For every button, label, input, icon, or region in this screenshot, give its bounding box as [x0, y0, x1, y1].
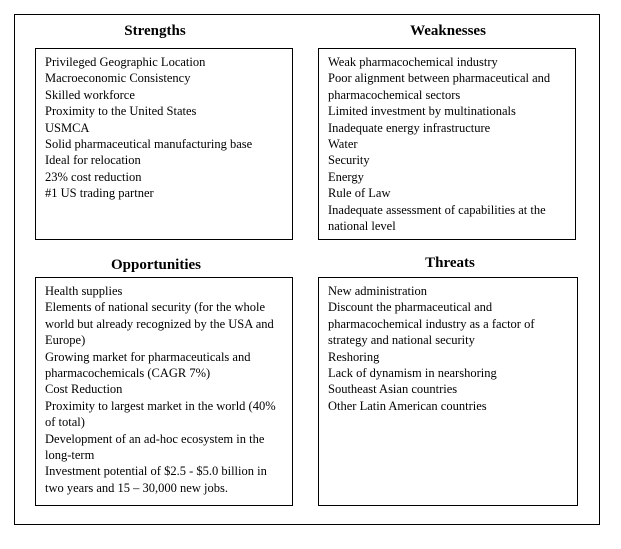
- strengths-box: [35, 48, 293, 240]
- opportunities-item: Health supplies: [45, 284, 123, 298]
- strengths-item: 23% cost reduction: [45, 169, 142, 184]
- threats-item: Discount the pharmaceutical and pharmacochemical industry as a factor of strategy and national security: [328, 300, 535, 348]
- threats-item: Other Latin American countries: [328, 398, 487, 413]
- strengths-item: Privileged Geographic Location: [45, 55, 206, 69]
- opportunities-item: Cost Reduction: [45, 382, 123, 397]
- strengths-heading: Strengths: [124, 23, 186, 39]
- opportunities-item: Proximity to largest market in the world (40% of total): [45, 398, 276, 430]
- opportunities-item: Development of an ad-hoc ecosystem in the long-term: [45, 431, 265, 463]
- opportunities-heading: Opportunities: [110, 257, 201, 273]
- weaknesses-item: Rule of Law: [328, 186, 391, 201]
- strengths-item: Solid pharmaceutical manufacturing base: [45, 137, 253, 152]
- strengths-item: #1 US trading partner: [45, 186, 154, 201]
- weaknesses-item: Inadequate assessment of capabilities at the national level: [328, 202, 546, 234]
- opportunities-item: Growing market for pharmaceuticals and pharmacochemicals (CAGR 7%): [45, 349, 251, 381]
- strengths-item: Macroeconomic Consistency: [45, 71, 191, 86]
- opportunities-list: [45, 283, 286, 496]
- weaknesses-item: Energy: [328, 169, 364, 184]
- threats-item: Reshoring: [328, 349, 380, 364]
- threats-item: Southeast Asian countries: [328, 382, 458, 397]
- threats-item: Lack of dynamism in nearshoring: [328, 366, 497, 381]
- weaknesses-box: [318, 48, 576, 240]
- weaknesses-list: [328, 54, 569, 234]
- opportunities-item: Investment potential of $2.5 - $5.0 billion in two years and 15 – 30,000 new jobs.: [45, 464, 267, 495]
- weaknesses-heading: Weaknesses: [410, 23, 486, 39]
- opportunities-item: Elements of national security (for the whole world but already recognized by the USA and Europe): [45, 300, 274, 348]
- weaknesses-item: Poor alignment between pharmaceutical and pharmacochemical sectors: [328, 71, 551, 102]
- threats-item: New administration: [328, 284, 427, 298]
- strengths-item: USMCA: [45, 120, 90, 135]
- weaknesses-item: Inadequate energy infrastructure: [328, 120, 491, 135]
- threats-heading: Threats: [425, 255, 475, 271]
- weaknesses-item: Limited investment by multinationals: [328, 104, 516, 119]
- strengths-item: Ideal for relocation: [45, 153, 141, 168]
- opportunities-box: [35, 277, 293, 506]
- threats-list: [328, 283, 571, 414]
- weaknesses-item: Security: [328, 153, 370, 168]
- strengths-item: Skilled workforce: [45, 87, 135, 102]
- threats-box: [318, 277, 578, 506]
- strengths-list: [45, 54, 286, 202]
- weaknesses-item: Water: [328, 137, 358, 152]
- strengths-item: Proximity to the United States: [45, 104, 197, 119]
- weaknesses-item: Weak pharmacochemical industry: [328, 55, 498, 69]
